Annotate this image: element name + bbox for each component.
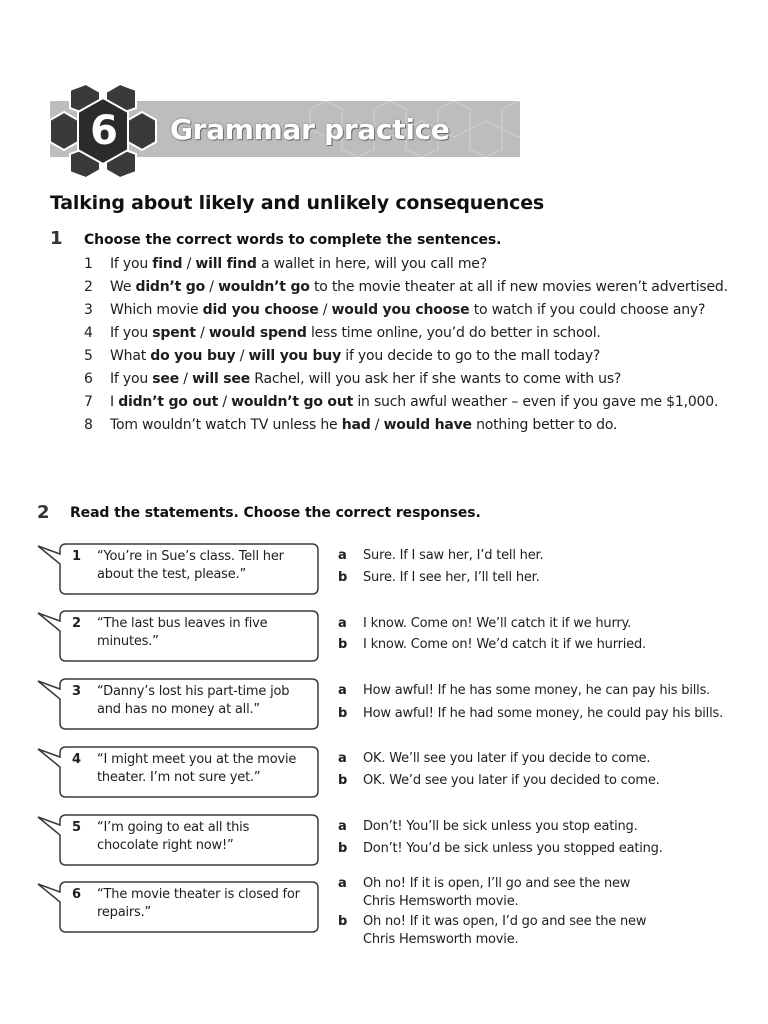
response-text: Don’t! You’d be sick unless you stopped eating.: [363, 841, 663, 856]
statement-text: “The movie theater is closed for repairs.”: [97, 887, 300, 920]
response-letter: a: [338, 819, 347, 834]
response-option-a[interactable]: [338, 750, 758, 768]
response-letter: a: [338, 616, 347, 631]
sentence-text: What: [110, 348, 151, 364]
response-text: Sure. If I see her, I’ll tell her.: [363, 570, 540, 585]
sentence-text: nothing better to do.: [471, 417, 618, 433]
response-option-b[interactable]: [338, 913, 758, 949]
statement-text: “Danny’s lost his part-time job and has no money at all.”: [97, 684, 290, 717]
response-option-b[interactable]: [338, 840, 758, 858]
response-text: Don’t! You’ll be sick unless you stop eating.: [363, 819, 638, 834]
answer-option[interactable]: would you choose: [331, 302, 470, 318]
response-option-a[interactable]: [338, 547, 758, 565]
answer-option[interactable]: spent: [152, 325, 196, 341]
sentence-item: [84, 253, 487, 275]
sentence-number: 3: [84, 302, 93, 318]
exercise-2-number: 2: [37, 502, 50, 523]
response-text: Sure. If I saw her, I’d tell her.: [363, 548, 544, 563]
speech-bubble: [36, 813, 320, 867]
response-letter: b: [338, 773, 348, 788]
response-text: How awful! If he had some money, he could pay his bills.: [363, 706, 723, 721]
speech-bubble: [36, 677, 320, 731]
response-option-a[interactable]: [338, 682, 758, 700]
response-letter: b: [338, 706, 348, 721]
statement-number: 6: [72, 887, 82, 902]
speech-bubble: [36, 542, 320, 596]
exercise-1-instruction: Choose the correct words to complete the sentences.: [84, 232, 502, 248]
sentence-text: I: [110, 394, 119, 410]
response-option-b[interactable]: [338, 705, 758, 723]
sentence-text: We: [110, 279, 136, 295]
response-text: OK. We’ll see you later if you decide to come.: [363, 751, 651, 766]
speech-bubble: [36, 609, 320, 663]
sentence-item: [84, 276, 728, 298]
answer-option[interactable]: would spend: [208, 325, 307, 341]
speech-bubble: [36, 880, 320, 934]
exercise-1-number: 1: [50, 228, 63, 249]
sentence-number: 8: [84, 417, 93, 433]
answer-option[interactable]: wouldn’t go out: [231, 394, 354, 410]
response-option-b[interactable]: [338, 772, 758, 790]
sentence-text: If you: [110, 256, 153, 272]
sentence-number: 6: [84, 371, 93, 387]
sentence-text: /: [182, 256, 196, 272]
statement-text: “The last bus leaves in five minutes.”: [97, 616, 268, 649]
sentence-text: Tom wouldn’t watch TV unless he: [110, 417, 342, 433]
response-letter: b: [338, 637, 348, 652]
response-letter: b: [338, 914, 348, 929]
response-letter: a: [338, 876, 347, 891]
statement-number: 3: [72, 684, 82, 699]
statement-number: 1: [72, 549, 82, 564]
statement-text: “I might meet you at the movie theater. I’m not sure yet.”: [97, 752, 297, 785]
response-option-b[interactable]: [338, 569, 758, 587]
sentence-text: to watch if you could choose any?: [469, 302, 706, 318]
sentence-item: [84, 391, 718, 413]
response-text: I know. Come on! We’d catch it if we hurried.: [363, 637, 646, 652]
answer-option[interactable]: did you choose: [202, 302, 319, 318]
sentence-text: /: [179, 371, 193, 387]
response-letter: b: [338, 841, 348, 856]
answer-option[interactable]: do you buy: [150, 348, 236, 364]
sentence-number: 5: [84, 348, 93, 364]
response-letter: a: [338, 548, 347, 563]
sentence-text: /: [218, 394, 232, 410]
sentence-text: to the movie theater at all if new movies weren’t advertised.: [309, 279, 728, 295]
response-letter: a: [338, 683, 347, 698]
statement-number: 2: [72, 616, 82, 631]
sentence-text: a wallet in here, will you call me?: [256, 256, 487, 272]
answer-option[interactable]: will you buy: [248, 348, 342, 364]
unit-number: 6: [90, 108, 118, 154]
sentence-text: Rachel, will you ask her if she wants to come with us?: [250, 371, 622, 387]
sentence-number: 7: [84, 394, 93, 410]
sentence-number: 4: [84, 325, 93, 341]
sentence-text: If you: [110, 371, 153, 387]
answer-option[interactable]: didn’t go out: [118, 394, 219, 410]
sentence-text: if you decide to go to the mall today?: [341, 348, 601, 364]
sentence-text: /: [318, 302, 332, 318]
statement-text: “I’m going to eat all this chocolate right now!”: [97, 820, 250, 853]
sentence-text: /: [235, 348, 249, 364]
section-heading: Talking about likely and unlikely consequences: [50, 192, 544, 214]
response-option-b[interactable]: [338, 636, 758, 654]
answer-option[interactable]: will find: [195, 256, 257, 272]
sentence-number: 1: [84, 256, 93, 272]
sentence-text: /: [205, 279, 219, 295]
response-letter: a: [338, 751, 347, 766]
sentence-item: [84, 322, 601, 344]
answer-option[interactable]: see: [152, 371, 180, 387]
statement-number: 4: [72, 752, 82, 767]
response-option-a[interactable]: [338, 615, 758, 633]
response-text: Oh no! If it was open, I’d go and see the new Chris Hemsworth movie.: [363, 914, 647, 947]
sentence-text: /: [370, 417, 384, 433]
answer-option[interactable]: find: [152, 256, 183, 272]
answer-option[interactable]: didn’t go: [135, 279, 206, 295]
answer-option[interactable]: would have: [383, 417, 472, 433]
speech-bubble: [36, 745, 320, 799]
response-option-a[interactable]: [338, 818, 758, 836]
sentence-text: less time online, you’d do better in school.: [306, 325, 601, 341]
response-text: I know. Come on! We’ll catch it if we hurry.: [363, 616, 632, 631]
sentence-number: 2: [84, 279, 93, 295]
sentence-item: [84, 345, 600, 367]
sentence-text: in such awful weather – even if you gave me $1,000.: [353, 394, 719, 410]
response-letter: b: [338, 570, 348, 585]
answer-option[interactable]: will see: [192, 371, 250, 387]
response-text: How awful! If he has some money, he can pay his bills.: [363, 683, 711, 698]
response-option-a[interactable]: [338, 875, 758, 911]
answer-option[interactable]: wouldn’t go: [218, 279, 310, 295]
response-text: Oh no! If it is open, I’ll go and see the new Chris Hemsworth movie.: [363, 876, 631, 909]
page-title: Grammar practice: [170, 113, 450, 146]
sentence-item: [84, 299, 705, 321]
sentence-item: [84, 368, 621, 390]
sentence-text: If you: [110, 325, 153, 341]
sentence-item: [84, 414, 617, 436]
exercise-2-instruction: Read the statements. Choose the correct responses.: [70, 505, 481, 521]
statement-text: “You’re in Sue’s class. Tell her about the test, please.”: [97, 549, 284, 582]
sentence-text: /: [195, 325, 209, 341]
sentence-text: Which movie: [110, 302, 203, 318]
answer-option[interactable]: had: [341, 417, 371, 433]
response-text: OK. We’d see you later if you decided to come.: [363, 773, 660, 788]
statement-number: 5: [72, 820, 82, 835]
